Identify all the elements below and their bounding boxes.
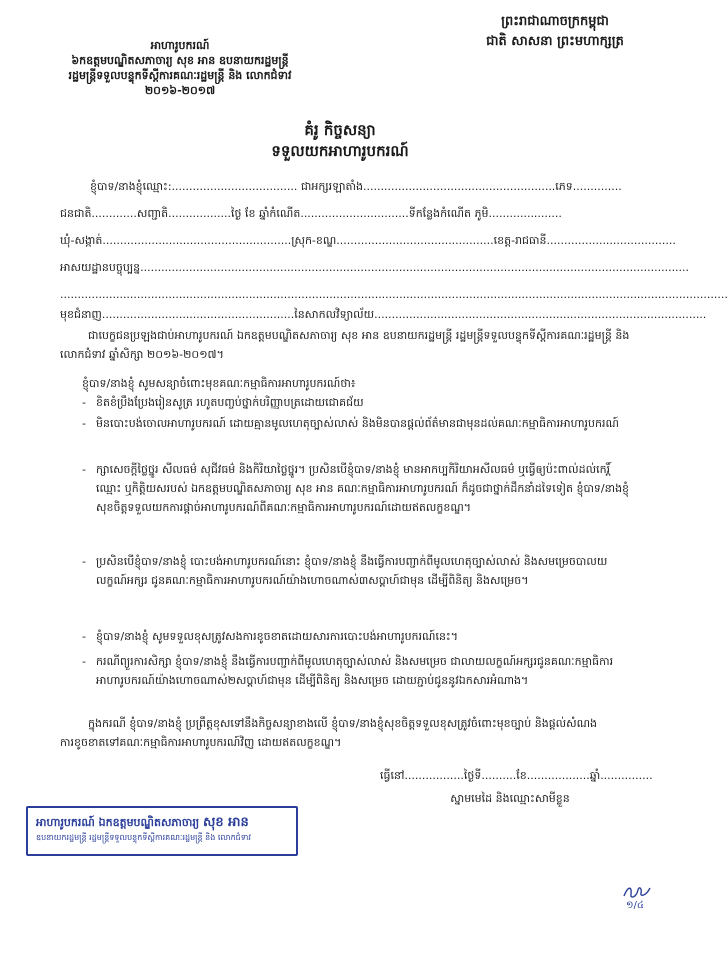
kingdom-line: ព្រះរាជាណាចក្រកម្ពុជា bbox=[501, 14, 609, 29]
pledge-item bbox=[82, 414, 630, 433]
title-line1: គំរូ កិច្ចសន្យា bbox=[304, 121, 376, 139]
bullet-dash: - bbox=[82, 630, 86, 643]
pledge-item-text: មិនបោះបង់ចោលអាហារូបករណ៍ ដោយគ្មានមូលហេតុច្បាស់លាស់ និងមិនបានផ្តល់ព័ត៌មានជាមុនដល់គណៈកម្មាធិការអាហារូបករណ៍ bbox=[96, 417, 619, 430]
bullet-dash: - bbox=[82, 396, 86, 409]
pledge-item-text: ខ្ញុំបាទ/នាងខ្ញុំ សូមទទួលខុសត្រូវសងការខូចខាតដោយសារការបោះបង់អាហារូបករណ៍នេះ។ bbox=[96, 630, 459, 643]
pledge-item-text: ប្រសិនបើខ្ញុំបាទ/នាងខ្ញុំ បោះបង់អាហារូបករណ៍នោះ ខ្ញុំបាទ/នាងខ្ញុំ នឹងធ្វើការបញ្ជាក់ពីមូលហេតុច្បាស់លាស់ និងសមម្រេចបាលយលក្ខណ៍អក្សរ ជូនគណៈកម្មាធិការអាហារូបករណ៍យ៉ាងហោចណាស់៣សប្តាហ៍ជាមុន ដើម្បីពិនិត្យ និងសម្រេច។ bbox=[96, 555, 608, 587]
form-address-line: អាសយដ្ឋានបច្ចុប្បន្ន............................................................................................................................................................. bbox=[60, 261, 690, 274]
initials-mark bbox=[622, 884, 652, 900]
pledge-item bbox=[82, 552, 630, 590]
pledge-item bbox=[82, 460, 630, 517]
closing-paragraph: ក្នុងករណី ខ្ញុំបាទ/នាងខ្ញុំ ប្រព្រឹត្តខុសទៅនឹងកិច្ចសន្យាខាងលើ ខ្ញុំបាទ/នាងខ្ញុំសុខចិត្តទទួលខុសត្រូវចំពោះមុខច្បាប់ និងផ្តល់សំណងការខូចខាតទៅគណៈកម្មាធិការអាហារូបករណ៍វិញ ដោយឥតលក្ខខណ្ឌ។ bbox=[60, 717, 598, 749]
form-name-line: ខ្ញុំបាទ/នាងខ្ញុំឈ្មោះ:.................................... ជាអក្សរឡាតាំង.......................................................ភេទ.............. bbox=[90, 180, 622, 193]
stamp-line2: ឧបនាយករដ្ឋមន្រ្តី រដ្ឋមន្រ្តីទទួលបន្ទុកទីស្តីការគណៈរដ្ឋមន្រ្តី និង លោកជំទាវ bbox=[36, 833, 251, 842]
institution-header bbox=[30, 38, 330, 98]
stamp-name: សុខ អាន bbox=[202, 815, 249, 830]
pledge-item-text: ក្សាសេចក្តីថ្លៃថ្នូរ សីលធម៌ សុជីវធម៌ និងកិរិយាថ្លៃថ្នូរ។ ប្រសិនបើខ្ញុំបាទ/នាងខ្ញុំ មានអាកប្បកិរិយាអសីលធម៌ ឬធ្វើឲ្យប៉ះពាល់ដល់កេរ្តិ៍ឈ្មោះ ឬកិត្តិយសរបស់ ឯកឧត្តមបណ្ឌិតសភាចារ្យ សុខ អាន គណៈកម្មាធិការអាហារូបករណ៍ ក៏ដូចជាថ្នាក់ដឹកនាំដទៃទៀត ខ្ញុំបាទ/នាងខ្ញុំ សុខចិត្តទទួលយកការផ្តាច់អាហារូបករណ៍ពីគណៈកម្មាធិការអាហារូបករណ៍ដោយឥតលក្ខខណ្ឌ។ bbox=[96, 463, 630, 514]
pledge-item-text: ករណីព្យួរការសិក្សា ខ្ញុំបាទ/នាងខ្ញុំ នឹងធ្វើការបញ្ជាក់ពីមូលហេតុច្បាស់លាស់ និងសមម្រេច ជាលាយលក្ខណ៍អក្សរជូនគណៈកម្មាធិការអាហារូបករណ៍យ៉ាងហោចណាស់២សប្តាហ៍ជាមុន ដើម្បីពិនិត្យ និងសម្រេច ដោយភ្ជាប់ជូននូវឯកសារអំណាង។ bbox=[96, 655, 614, 687]
scholarship-stamp bbox=[26, 806, 298, 856]
pledge-intro: ខ្ញុំបាទ/នាងខ្ញុំ សូមសន្យាចំពោះមុខគណៈកម្មាធិការអាហារូបករណ៍ថា៖ bbox=[82, 377, 356, 390]
signature-date-line: ធ្វើនៅ.................ថ្ងៃទី..........ខែ..................ឆ្នាំ............... bbox=[380, 769, 653, 782]
pledge-item bbox=[82, 627, 630, 646]
kingdom-header bbox=[450, 12, 660, 52]
form-nationality-line: ជនជាតិ.............សញ្ជាតិ..................ថ្ងៃ ខែ ឆ្នាំកំណើត...............................ទីកន្លែងកំណើត ភូមិ..................... bbox=[60, 207, 562, 220]
signature-caption: ស្នាមមេដៃ និងឈ្មោះសាមីខ្លួន bbox=[450, 792, 570, 805]
document-title bbox=[180, 120, 500, 162]
stamp-prefix: អាហារូបករណ៍ ឯកឧត្តមបណ្ឌិតសភាចារ្យ bbox=[36, 816, 200, 829]
motto-line: ជាតិ សាសនា ព្រះមហាក្សត្រ bbox=[486, 34, 624, 49]
page-number: ១/៤ bbox=[625, 900, 645, 911]
header-left-line3: រដ្ឋមន្រ្តីទទួលបន្ទុកទីស្តីការគណៈរដ្ឋមន្រ្តី និង លោកជំទាវ bbox=[68, 69, 292, 82]
header-left-line2: ៦កឧត្តមបណ្ឌិតសភាចារ្យ សុខ អាន ឧបនាយករដ្ឋមន្រ្តី bbox=[71, 54, 289, 67]
bullet-dash: - bbox=[82, 555, 86, 568]
bullet-dash: - bbox=[82, 655, 86, 668]
intro-paragraph: ជាបេក្ខជនប្រឡងជាប់អាហារូបករណ៍ ឯកឧត្តមបណ្ឌិតសភាចារ្យ សុខ អាន ឧបនាយករដ្ឋមន្រ្តី រដ្ឋមន្រ្តីទទួលបន្ទុកទីស្តីការគណៈរដ្ឋមន្រ្តី និងលោកជំទាវ ឆ្នាំសិក្សា ២០១៦-២០១៧។ bbox=[60, 329, 630, 361]
form-major-line: មុខជំនាញ.......................................................នៃសាកលវិទ្យាល័យ............................................................................................... bbox=[60, 308, 707, 321]
header-left-line4: ២០១៦-២០១៧ bbox=[144, 84, 216, 97]
form-address-continuation: ............................................................................................................................................................................................... bbox=[60, 288, 728, 301]
bullet-dash: - bbox=[82, 463, 86, 476]
form-commune-line: ឃុំ-សង្កាត់......................................................ស្រុក-ខណ្ឌ.............................................ខេត្ត-រាជធានី..................................... bbox=[60, 234, 676, 247]
bullet-dash: - bbox=[82, 417, 86, 430]
title-line2: ទទួលយកអាហារូបករណ៍ bbox=[271, 142, 409, 160]
pledge-item bbox=[82, 652, 630, 690]
stamp-line1 bbox=[36, 814, 288, 831]
pledge-item bbox=[82, 393, 630, 412]
header-left-line1: អាហារូបករណ៍ bbox=[150, 39, 210, 52]
pledge-item-text: ខិតខំប្រឹងប្រែងរៀនសូត្រ រហូតបញ្ចប់ថ្នាក់បរិញ្ញាបត្រដោយជោគជ័យ bbox=[96, 396, 364, 409]
